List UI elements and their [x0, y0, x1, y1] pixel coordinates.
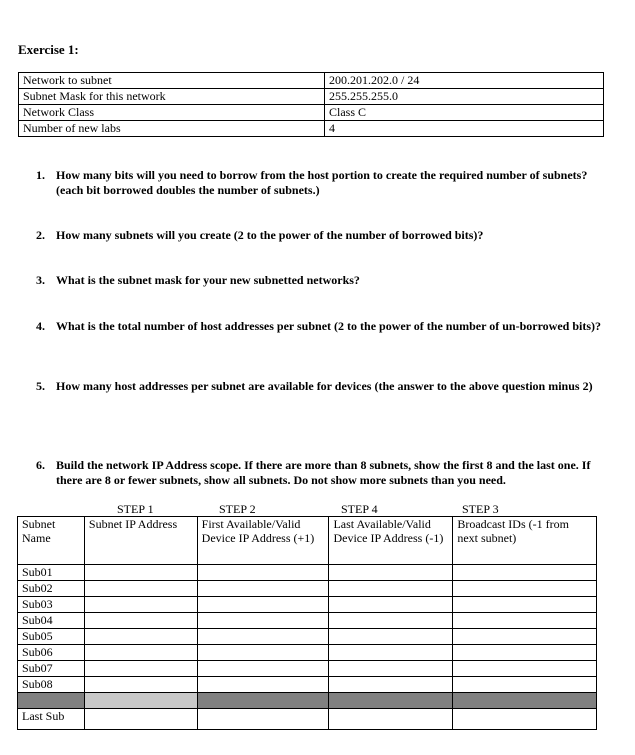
separator-cell [453, 693, 597, 709]
question-text: How many bits will you need to borrow from the host portion to create the required number of subnets? (each bit borrowed doubles the number of subnets.) [56, 168, 588, 197]
info-label: Number of new labs [19, 121, 325, 137]
subnet-name: Sub02 [18, 581, 85, 597]
table-row [18, 645, 597, 661]
broadcast-id-cell[interactable] [453, 661, 597, 677]
info-value: 200.201.202.0 / 24 [325, 73, 604, 89]
subnet-ip-cell[interactable] [84, 565, 197, 581]
broadcast-id-cell[interactable] [453, 629, 597, 645]
table-row [18, 661, 597, 677]
first-valid-ip-cell[interactable] [197, 581, 329, 597]
info-row [19, 89, 604, 105]
network-info-table [18, 72, 604, 137]
subnet-name: Sub01 [18, 565, 85, 581]
subnet-ip-cell[interactable] [84, 581, 197, 597]
first-valid-ip-cell[interactable] [197, 661, 329, 677]
subnet-name: Sub05 [18, 629, 85, 645]
broadcast-id-cell[interactable] [453, 677, 597, 693]
info-value: 4 [325, 121, 604, 137]
column-header: First Available/Valid Device IP Address (+1) [197, 517, 329, 565]
question-text: How many host addresses per subnet are available for devices (the answer to the above question minus 2) [56, 379, 593, 393]
step-label: STEP 2 [219, 502, 256, 516]
subnet-ip-cell[interactable] [84, 661, 197, 677]
question-number: 2. [36, 228, 45, 242]
step-label: STEP 3 [462, 502, 499, 516]
question-number: 4. [36, 319, 45, 333]
subnet-ip-cell[interactable] [84, 597, 197, 613]
step-label: STEP 4 [341, 502, 378, 516]
last-valid-ip-cell[interactable] [329, 709, 453, 730]
question-item [36, 228, 616, 243]
last-valid-ip-cell[interactable] [329, 581, 453, 597]
question-text: Build the network IP Address scope. If there are more than 8 subnets, show the first 8 and the last one. If there are 8 or fewer subnets, show all subnets. Do not show more subnets than you need. [56, 458, 591, 487]
first-valid-ip-cell[interactable] [197, 565, 329, 581]
info-label: Network Class [19, 105, 325, 121]
first-valid-ip-cell[interactable] [197, 645, 329, 661]
question-item [36, 319, 616, 334]
first-valid-ip-cell[interactable] [197, 709, 329, 730]
separator-cell [18, 693, 85, 709]
question-text: What is the subnet mask for your new subnetted networks? [56, 273, 360, 287]
question-text: How many subnets will you create (2 to the power of the number of borrowed bits)? [56, 228, 484, 242]
first-valid-ip-cell[interactable] [197, 677, 329, 693]
separator-cell [197, 693, 329, 709]
broadcast-id-cell[interactable] [453, 597, 597, 613]
subnet-name: Last Sub [18, 709, 85, 730]
first-valid-ip-cell[interactable] [197, 613, 329, 629]
subnet-ip-cell[interactable] [84, 629, 197, 645]
broadcast-id-cell[interactable] [453, 613, 597, 629]
broadcast-id-cell[interactable] [453, 645, 597, 661]
subnet-name: Sub07 [18, 661, 85, 677]
subnet-ip-cell[interactable] [84, 645, 197, 661]
subnet-name: Sub06 [18, 645, 85, 661]
table-row [18, 597, 597, 613]
subnet-name: Sub03 [18, 597, 85, 613]
table-row [18, 677, 597, 693]
first-valid-ip-cell[interactable] [197, 629, 329, 645]
info-row [19, 121, 604, 137]
question-item [36, 379, 616, 394]
info-label: Network to subnet [19, 73, 325, 89]
info-row [19, 73, 604, 89]
subnet-ip-cell[interactable] [84, 613, 197, 629]
question-item [36, 273, 616, 288]
first-valid-ip-cell[interactable] [197, 597, 329, 613]
column-header: Subnet IP Address [84, 517, 197, 565]
info-value: 255.255.255.0 [325, 89, 604, 105]
separator-cell [329, 693, 453, 709]
table-row [18, 629, 597, 645]
last-subnet-row [18, 709, 597, 730]
subnet-ip-cell[interactable] [84, 709, 197, 730]
subnet-ip-cell[interactable] [84, 677, 197, 693]
last-valid-ip-cell[interactable] [329, 629, 453, 645]
question-text: What is the total number of host addresses per subnet (2 to the power of the number of un-borrowed bits)? [56, 319, 602, 333]
separator-row [18, 693, 597, 709]
column-header: Last Available/Valid Device IP Address (-1) [329, 517, 453, 565]
step-label: STEP 1 [117, 502, 154, 516]
subnet-name: Sub04 [18, 613, 85, 629]
column-header: Broadcast IDs (-1 from next subnet) [453, 517, 597, 565]
scope-header-row [18, 517, 597, 565]
last-valid-ip-cell[interactable] [329, 565, 453, 581]
last-valid-ip-cell[interactable] [329, 613, 453, 629]
table-row [18, 581, 597, 597]
separator-cell [84, 693, 197, 709]
question-number: 3. [36, 273, 45, 287]
question-number: 6. [36, 458, 45, 472]
table-row [18, 613, 597, 629]
last-valid-ip-cell[interactable] [329, 661, 453, 677]
info-row [19, 105, 604, 121]
question-item [36, 458, 616, 488]
info-label: Subnet Mask for this network [19, 89, 325, 105]
ip-scope-table [17, 516, 597, 730]
question-number: 1. [36, 168, 45, 182]
last-valid-ip-cell[interactable] [329, 597, 453, 613]
column-header: Subnet Name [18, 517, 85, 565]
last-valid-ip-cell[interactable] [329, 645, 453, 661]
broadcast-id-cell[interactable] [453, 565, 597, 581]
broadcast-id-cell[interactable] [453, 581, 597, 597]
exercise-title: Exercise 1: [18, 42, 79, 57]
info-value: Class C [325, 105, 604, 121]
question-number: 5. [36, 379, 45, 393]
question-item [36, 168, 616, 198]
broadcast-id-cell[interactable] [453, 709, 597, 730]
table-row [18, 565, 597, 581]
last-valid-ip-cell[interactable] [329, 677, 453, 693]
subnet-name: Sub08 [18, 677, 85, 693]
